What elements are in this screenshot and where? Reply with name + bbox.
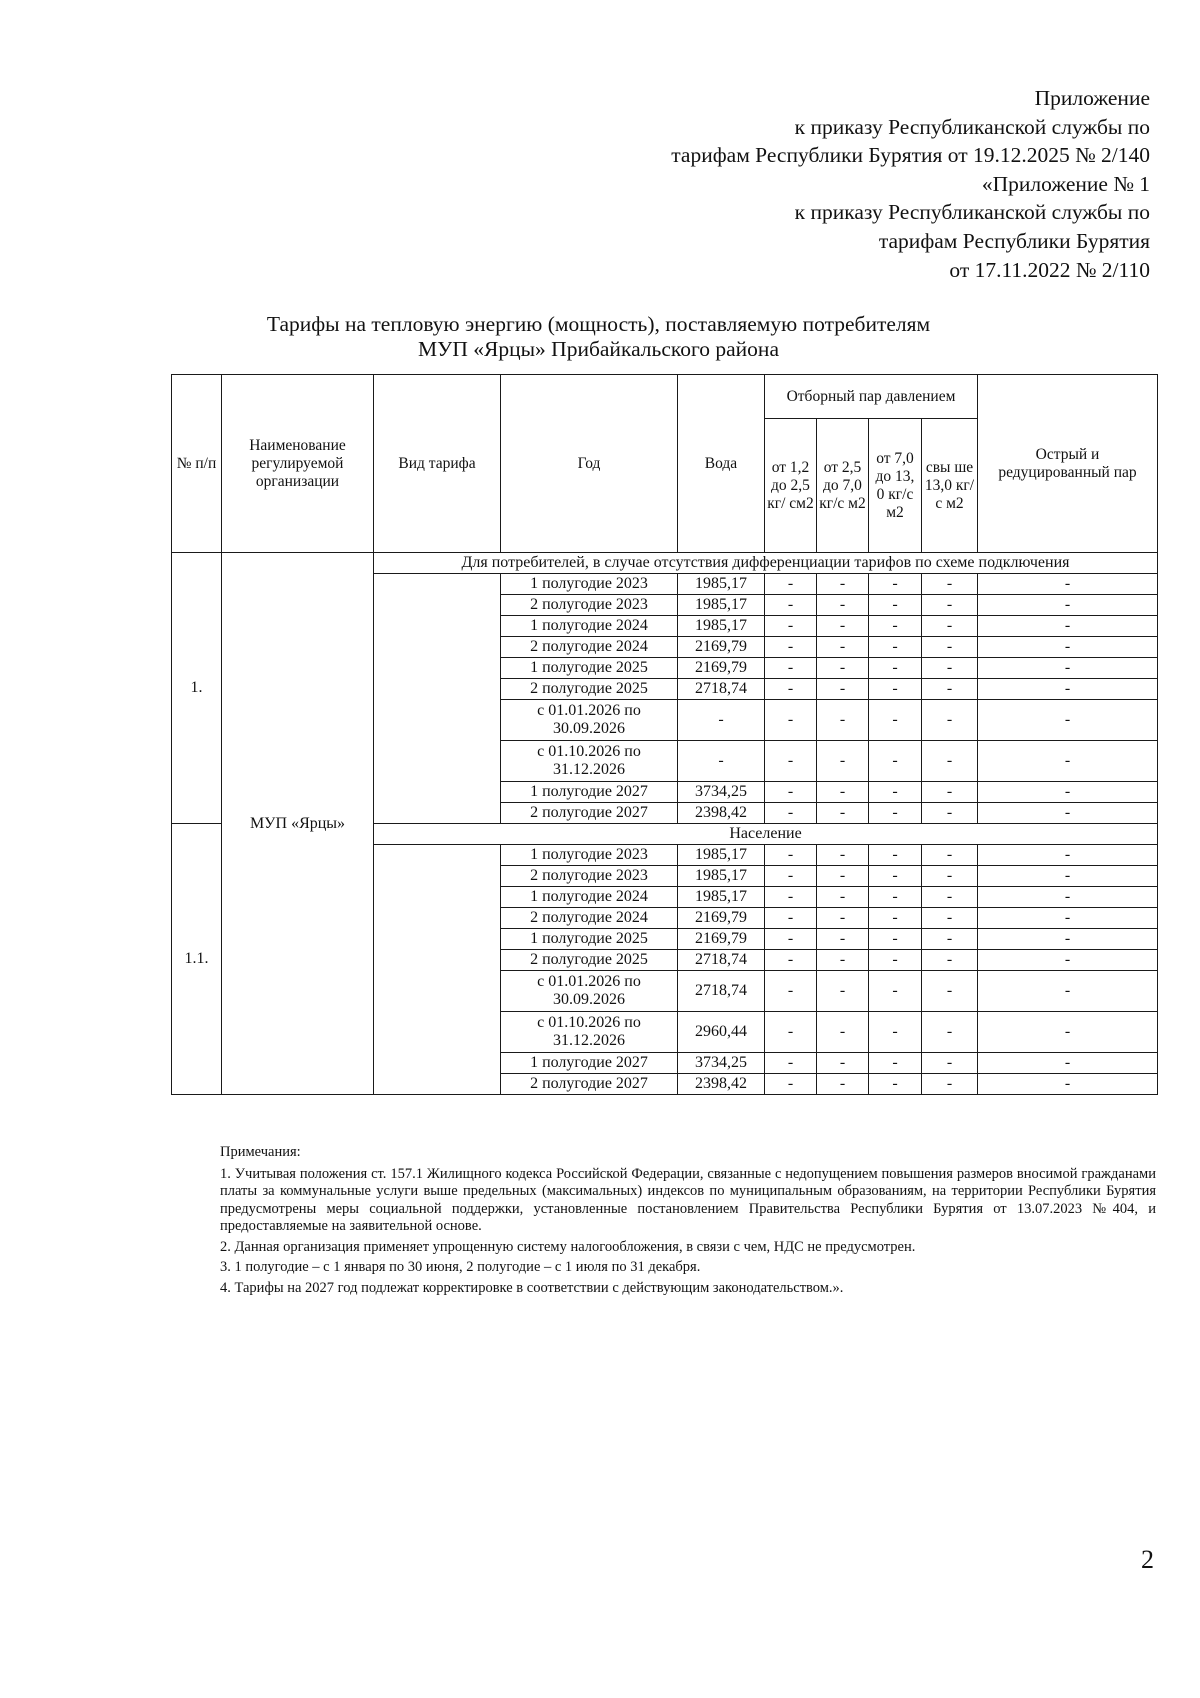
cell-s1: - — [765, 616, 817, 637]
cell-s4: - — [922, 574, 978, 595]
cell-s2: - — [817, 803, 869, 824]
cell-year: 1 полугодие 2027 — [501, 782, 678, 803]
cell-s4: - — [922, 803, 978, 824]
cell-s3: - — [869, 595, 922, 616]
cell-s3: - — [869, 700, 922, 741]
cell-year: с 01.01.2026 по 30.09.2026 — [501, 971, 678, 1012]
cell-sharp: - — [978, 782, 1158, 803]
section-number: 1. — [172, 553, 222, 824]
cell-s2: - — [817, 637, 869, 658]
header-line: к приказу Республиканской службы по — [794, 200, 1150, 225]
cell-s1: - — [765, 1053, 817, 1074]
cell-s1: - — [765, 658, 817, 679]
cell-water: 3734,25 — [678, 1053, 765, 1074]
cell-water: - — [678, 700, 765, 741]
cell-s3: - — [869, 950, 922, 971]
cell-year: 1 полугодие 2024 — [501, 616, 678, 637]
cell-s1: - — [765, 929, 817, 950]
cell-s4: - — [922, 950, 978, 971]
organization-name: МУП «Ярцы» — [222, 553, 374, 1095]
section-row — [172, 553, 1158, 574]
cell-sharp: - — [978, 950, 1158, 971]
cell-s2: - — [817, 595, 869, 616]
cell-s2: - — [817, 658, 869, 679]
cell-s1: - — [765, 908, 817, 929]
cell-water: 2169,79 — [678, 929, 765, 950]
cell-sharp: - — [978, 595, 1158, 616]
cell-water: 1985,17 — [678, 866, 765, 887]
cell-s3: - — [869, 574, 922, 595]
header-steam-2: от 2,5 до 7,0 кг/с м2 — [817, 419, 869, 553]
cell-water: 2718,74 — [678, 971, 765, 1012]
cell-s3: - — [869, 658, 922, 679]
cell-sharp: - — [978, 637, 1158, 658]
cell-year: 2 полугодие 2027 — [501, 1074, 678, 1095]
section-label: Для потребителей, в случае отсутствия дифференциации тарифов по схеме подключения — [374, 553, 1158, 574]
cell-year: 1 полугодие 2025 — [501, 658, 678, 679]
cell-year: 2 полугодие 2023 — [501, 595, 678, 616]
cell-s3: - — [869, 616, 922, 637]
title-line-2: МУП «Ярцы» Прибайкальского района — [418, 337, 779, 361]
cell-water: - — [678, 741, 765, 782]
header-line: к приказу Республиканской службы по — [794, 114, 1150, 139]
note-item: 4. Тарифы на 2027 год подлежат корректировке в соответствии с действующим законодательством.». — [220, 1279, 844, 1296]
cell-year: 2 полугодие 2024 — [501, 908, 678, 929]
cell-s1: - — [765, 950, 817, 971]
cell-sharp: - — [978, 700, 1158, 741]
cell-s3: - — [869, 887, 922, 908]
cell-s2: - — [817, 616, 869, 637]
cell-s1: - — [765, 887, 817, 908]
header-line: Приложение — [1034, 86, 1150, 110]
cell-water: 1985,17 — [678, 887, 765, 908]
cell-year: 2 полугодие 2025 — [501, 950, 678, 971]
document-title — [171, 312, 1026, 362]
cell-s1: - — [765, 803, 817, 824]
cell-water: 1985,17 — [678, 574, 765, 595]
page-number: 2 — [1141, 1545, 1154, 1574]
cell-year: с 01.10.2026 по 31.12.2026 — [501, 1012, 678, 1053]
cell-s3: - — [869, 971, 922, 1012]
cell-s3: - — [869, 782, 922, 803]
title-line-1: Тарифы на тепловую энергию (мощность), поставляемую потребителям — [266, 312, 931, 336]
header-steam-3: от 7,0 до 13, 0 кг/с м2 — [869, 419, 922, 553]
header-steam-1: от 1,2 до 2,5 кг/ см2 — [765, 419, 817, 553]
header-line: от 17.11.2022 № 2/110 — [949, 257, 1150, 282]
cell-sharp: - — [978, 1053, 1158, 1074]
cell-s2: - — [817, 845, 869, 866]
header-year: Год — [501, 375, 678, 553]
cell-s4: - — [922, 637, 978, 658]
cell-s2: - — [817, 1053, 869, 1074]
header-num: № п/п — [172, 375, 222, 553]
cell-year: 2 полугодие 2024 — [501, 637, 678, 658]
cell-s2: - — [817, 574, 869, 595]
notes-block — [220, 1144, 1156, 1300]
cell-s3: - — [869, 1053, 922, 1074]
cell-s2: - — [817, 679, 869, 700]
cell-s1: - — [765, 595, 817, 616]
header-org: Наименование регулируемой организации — [222, 375, 374, 553]
cell-s4: - — [922, 845, 978, 866]
cell-s2: - — [817, 971, 869, 1012]
cell-year: 1 полугодие 2023 — [501, 574, 678, 595]
cell-s4: - — [922, 1012, 978, 1053]
cell-s1: - — [765, 700, 817, 741]
cell-sharp: - — [978, 887, 1158, 908]
cell-sharp: - — [978, 1074, 1158, 1095]
cell-s3: - — [869, 679, 922, 700]
document-header — [671, 84, 1150, 284]
cell-s4: - — [922, 887, 978, 908]
cell-water: 2169,79 — [678, 908, 765, 929]
note-item: 2. Данная организация применяет упрощенную систему налогообложения, в связи с чем, НДС не предусмотрен. — [220, 1238, 916, 1255]
cell-s3: - — [869, 866, 922, 887]
cell-s1: - — [765, 679, 817, 700]
cell-year: 1 полугодие 2023 — [501, 845, 678, 866]
cell-s4: - — [922, 595, 978, 616]
cell-s1: - — [765, 741, 817, 782]
cell-water: 2718,74 — [678, 679, 765, 700]
cell-s2: - — [817, 1074, 869, 1095]
cell-water: 2718,74 — [678, 950, 765, 971]
header-line: «Приложение № 1 — [981, 171, 1150, 196]
cell-year: 2 полугодие 2023 — [501, 866, 678, 887]
header-tariff-type: Вид тарифа — [374, 375, 501, 553]
cell-sharp: - — [978, 574, 1158, 595]
cell-year: с 01.10.2026 по 31.12.2026 — [501, 741, 678, 782]
note-item: 3. 1 полугодие – с 1 января по 30 июня, 2 полугодие – с 1 июля по 31 декабря. — [220, 1259, 701, 1275]
cell-s2: - — [817, 782, 869, 803]
cell-year: 2 полугодие 2027 — [501, 803, 678, 824]
cell-s4: - — [922, 782, 978, 803]
cell-sharp: - — [978, 658, 1158, 679]
tariff-type-cell — [374, 574, 501, 824]
header-steam-group: Отборный пар давлением — [765, 375, 978, 419]
cell-water: 1985,17 — [678, 595, 765, 616]
cell-s4: - — [922, 866, 978, 887]
cell-s4: - — [922, 658, 978, 679]
cell-s1: - — [765, 845, 817, 866]
cell-s2: - — [817, 866, 869, 887]
cell-sharp: - — [978, 866, 1158, 887]
cell-s2: - — [817, 929, 869, 950]
cell-s4: - — [922, 700, 978, 741]
header-line: тарифам Республики Бурятия от 19.12.2025 № 2/140 — [671, 143, 1150, 168]
cell-s1: - — [765, 1074, 817, 1095]
cell-s4: - — [922, 908, 978, 929]
cell-s3: - — [869, 803, 922, 824]
cell-sharp: - — [978, 616, 1158, 637]
cell-s2: - — [817, 887, 869, 908]
cell-sharp: - — [978, 908, 1158, 929]
cell-s2: - — [817, 1012, 869, 1053]
cell-s3: - — [869, 929, 922, 950]
cell-year: 1 полугодие 2027 — [501, 1053, 678, 1074]
cell-sharp: - — [978, 845, 1158, 866]
cell-s2: - — [817, 950, 869, 971]
cell-water: 1985,17 — [678, 616, 765, 637]
cell-year: 1 полугодие 2024 — [501, 887, 678, 908]
cell-s3: - — [869, 1012, 922, 1053]
notes-title: Примечания: — [220, 1144, 301, 1160]
header-line: тарифам Республики Бурятия — [878, 228, 1150, 253]
header-sharp-steam: Острый и редуцированный пар — [978, 375, 1158, 553]
cell-s4: - — [922, 971, 978, 1012]
cell-s4: - — [922, 929, 978, 950]
section-number: 1.1. — [172, 824, 222, 1095]
cell-sharp: - — [978, 929, 1158, 950]
cell-s4: - — [922, 1053, 978, 1074]
tariffs-table — [171, 374, 1158, 1095]
cell-s3: - — [869, 1074, 922, 1095]
cell-year: с 01.01.2026 по 30.09.2026 — [501, 700, 678, 741]
cell-s1: - — [765, 1012, 817, 1053]
cell-water: 2398,42 — [678, 1074, 765, 1095]
header-water: Вода — [678, 375, 765, 553]
cell-s3: - — [869, 845, 922, 866]
cell-s1: - — [765, 971, 817, 1012]
cell-s4: - — [922, 616, 978, 637]
cell-water: 2169,79 — [678, 658, 765, 679]
cell-s4: - — [922, 679, 978, 700]
cell-sharp: - — [978, 741, 1158, 782]
cell-s1: - — [765, 637, 817, 658]
cell-sharp: - — [978, 679, 1158, 700]
cell-sharp: - — [978, 971, 1158, 1012]
cell-s2: - — [817, 908, 869, 929]
cell-s1: - — [765, 782, 817, 803]
cell-water: 1985,17 — [678, 845, 765, 866]
cell-year: 2 полугодие 2025 — [501, 679, 678, 700]
header-steam-4: свы ше 13,0 кг/с м2 — [922, 419, 978, 553]
cell-s3: - — [869, 908, 922, 929]
cell-water: 2398,42 — [678, 803, 765, 824]
cell-sharp: - — [978, 803, 1158, 824]
section-label: Население — [374, 824, 1158, 845]
cell-year: 1 полугодие 2025 — [501, 929, 678, 950]
cell-s1: - — [765, 574, 817, 595]
note-item: 1. Учитывая положения ст. 157.1 Жилищного кодекса Российской Федерации, связанные с недопущением повышения размеров вносимой гражданами платы за коммунальные услуги выше предельных (максимальных) индексов по муниципальным образованиям, на территории Республики Бурятия предусмотрены меры социальной поддержки, установленные постановлением Правительства Республики Бурятия от 13.07.2023 №404, и предоставляемые на заявительной основе. — [220, 1165, 1156, 1234]
cell-water: 2169,79 — [678, 637, 765, 658]
tariff-type-cell — [374, 845, 501, 1095]
cell-s4: - — [922, 741, 978, 782]
table-body — [172, 553, 1158, 1095]
cell-s4: - — [922, 1074, 978, 1095]
cell-s2: - — [817, 700, 869, 741]
cell-s2: - — [817, 741, 869, 782]
cell-sharp: - — [978, 1012, 1158, 1053]
cell-s3: - — [869, 741, 922, 782]
cell-water: 3734,25 — [678, 782, 765, 803]
cell-s3: - — [869, 637, 922, 658]
cell-s1: - — [765, 866, 817, 887]
cell-water: 2960,44 — [678, 1012, 765, 1053]
